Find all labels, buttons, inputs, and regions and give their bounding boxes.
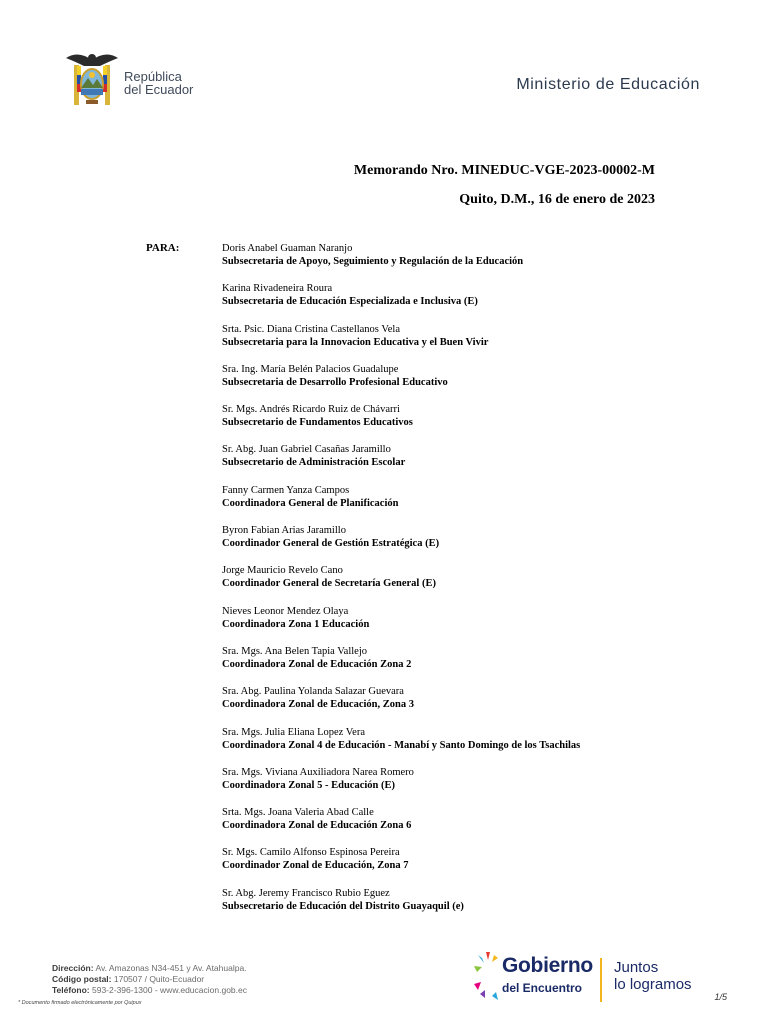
footer-phone-line: [52, 985, 247, 996]
recipient-item: [222, 605, 702, 645]
recipient-item: [222, 443, 702, 483]
recipient-item: [222, 323, 702, 363]
recipient-name: Sr. Abg. Juan Gabriel Casañas Jaramillo: [222, 444, 391, 456]
slogan-line-1: Juntos: [614, 959, 659, 976]
recipient-title: Coordinador General de Secretaría General (E): [222, 578, 436, 590]
slogan: [614, 959, 692, 993]
footer-postal-line: [52, 974, 247, 985]
letterhead: [0, 0, 768, 120]
footer-contact: [52, 963, 247, 996]
gobierno-wordmark: Gobierno: [502, 954, 593, 977]
address-label: Dirección:: [52, 963, 94, 973]
recipients-label: PARA:: [146, 242, 180, 254]
recipient-title: Coordinadora Zonal de Educación, Zona 3: [222, 699, 414, 711]
recipient-name: Karina Rivadeneira Roura: [222, 283, 333, 295]
recipient-item: [222, 766, 702, 806]
recipient-name: Nieves Leonor Mendez Olaya: [222, 605, 349, 617]
recipient-item: [222, 403, 702, 443]
recipient-name: Sra. Mgs. Viviana Auxiliadora Narea Romero: [222, 766, 414, 778]
recipient-name: Sra. Mgs. Julia Eliana Lopez Vera: [222, 726, 365, 738]
recipient-name: Byron Fabian Arias Jaramillo: [222, 525, 346, 537]
recipient-item: [222, 685, 702, 725]
recipient-name: Sr. Mgs. Andrés Ricardo Ruiz de Chávarri: [222, 404, 400, 416]
recipient-name: Jorge Mauricio Revelo Cano: [222, 565, 343, 577]
recipient-name: Sr. Abg. Jeremy Francisco Rubio Eguez: [222, 887, 390, 899]
recipient-title: Coordinadora General de Planificación: [222, 497, 399, 509]
gobierno-burst-icon: [472, 950, 502, 1006]
recipient-name: Srta. Psic. Diana Cristina Castellanos Vela: [222, 323, 400, 335]
republic-line-2: del Ecuador: [124, 82, 194, 97]
recipient-item: [222, 484, 702, 524]
footer-address-line: [52, 963, 247, 974]
recipient-item: [222, 806, 702, 846]
electronic-signature-note: * Documento firmado electrónicamente por Quipux: [18, 1000, 142, 1006]
recipient-item: [222, 726, 702, 766]
postal-label: Código postal:: [52, 974, 112, 984]
recipient-item: [222, 242, 702, 282]
memo-number: Memorando Nro. MINEDUC-VGE-2023-00002-M: [353, 163, 655, 178]
page-number: 1/5: [714, 992, 727, 1002]
recipient-item: [222, 887, 702, 927]
recipient-title: Coordinadora Zonal 5 - Educación (E): [222, 779, 395, 791]
recipient-name: Doris Anabel Guaman Naranjo: [222, 243, 353, 254]
encuentro-wordmark: del Encuentro: [502, 981, 583, 995]
republic-wordmark: [124, 70, 193, 96]
recipient-title: Subsecretario de Administración Escolar: [222, 457, 406, 469]
slogan-line-2: lo logramos: [614, 976, 692, 993]
recipient-title: Subsecretario de Fundamentos Educativos: [222, 417, 413, 429]
republic-line-1: República: [124, 69, 182, 84]
recipient-title: Subsecretaria de Desarrollo Profesional Educativo: [222, 376, 448, 388]
recipient-title: Coordinadora Zonal 4 de Educación - Manabí y Santo Domingo de los Tsachilas: [222, 739, 581, 751]
address-value: Av. Amazonas N34-451 y Av. Atahualpa.: [95, 963, 247, 973]
recipient-title: Coordinador General de Gestión Estratégica (E): [222, 538, 440, 550]
recipient-name: Sra. Abg. Paulina Yolanda Salazar Guevara: [222, 686, 404, 698]
recipient-item: [222, 282, 702, 322]
recipient-title: Subsecretaria para la Innovacion Educativa y el Buen Vivir: [222, 336, 489, 348]
recipient-item: [222, 645, 702, 685]
phone-label: Teléfono:: [52, 985, 90, 995]
recipient-name: Sr. Mgs. Camilo Alfonso Espinosa Pereira: [222, 847, 400, 859]
recipient-title: Coordinadora Zonal de Educación Zona 6: [222, 820, 412, 832]
recipient-item: [222, 363, 702, 403]
recipient-title: Subsecretaria de Apoyo, Seguimiento y Regulación de la Educación: [222, 256, 524, 267]
recipient-name: Fanny Carmen Yanza Campos: [222, 484, 350, 496]
recipient-item: [222, 846, 702, 886]
recipient-title: Coordinador Zonal de Educación, Zona 7: [222, 860, 409, 872]
recipient-name: Sra. Ing. María Belén Palacios Guadalupe: [222, 363, 399, 375]
recipient-title: Subsecretaria de Educación Especializada e Inclusiva (E): [222, 296, 478, 308]
coat-of-arms-icon: [64, 48, 120, 112]
recipient-title: Coordinadora Zona 1 Educación: [222, 618, 370, 630]
phone-value: 593-2-396-1300 - www.educacion.gob.ec: [92, 985, 247, 995]
recipient-name: Srta. Mgs. Joana Valeria Abad Calle: [222, 807, 374, 819]
slogan-divider: [600, 958, 602, 1002]
memo-date: Quito, D.M., 16 de enero de 2023: [459, 192, 655, 207]
postal-value: 170507 / Quito-Ecuador: [113, 974, 205, 984]
recipient-item: [222, 524, 702, 564]
gobierno-logo: [472, 950, 722, 1006]
recipients-list: [222, 242, 702, 927]
recipient-item: [222, 564, 702, 604]
ministry-name: Ministerio de Educación: [516, 76, 700, 93]
recipient-title: Coordinadora Zonal de Educación Zona 2: [222, 658, 412, 670]
recipient-name: Sra. Mgs. Ana Belen Tapia Vallejo: [222, 645, 367, 657]
recipient-title: Subsecretario de Educación del Distrito Guayaquil (e): [222, 900, 464, 912]
